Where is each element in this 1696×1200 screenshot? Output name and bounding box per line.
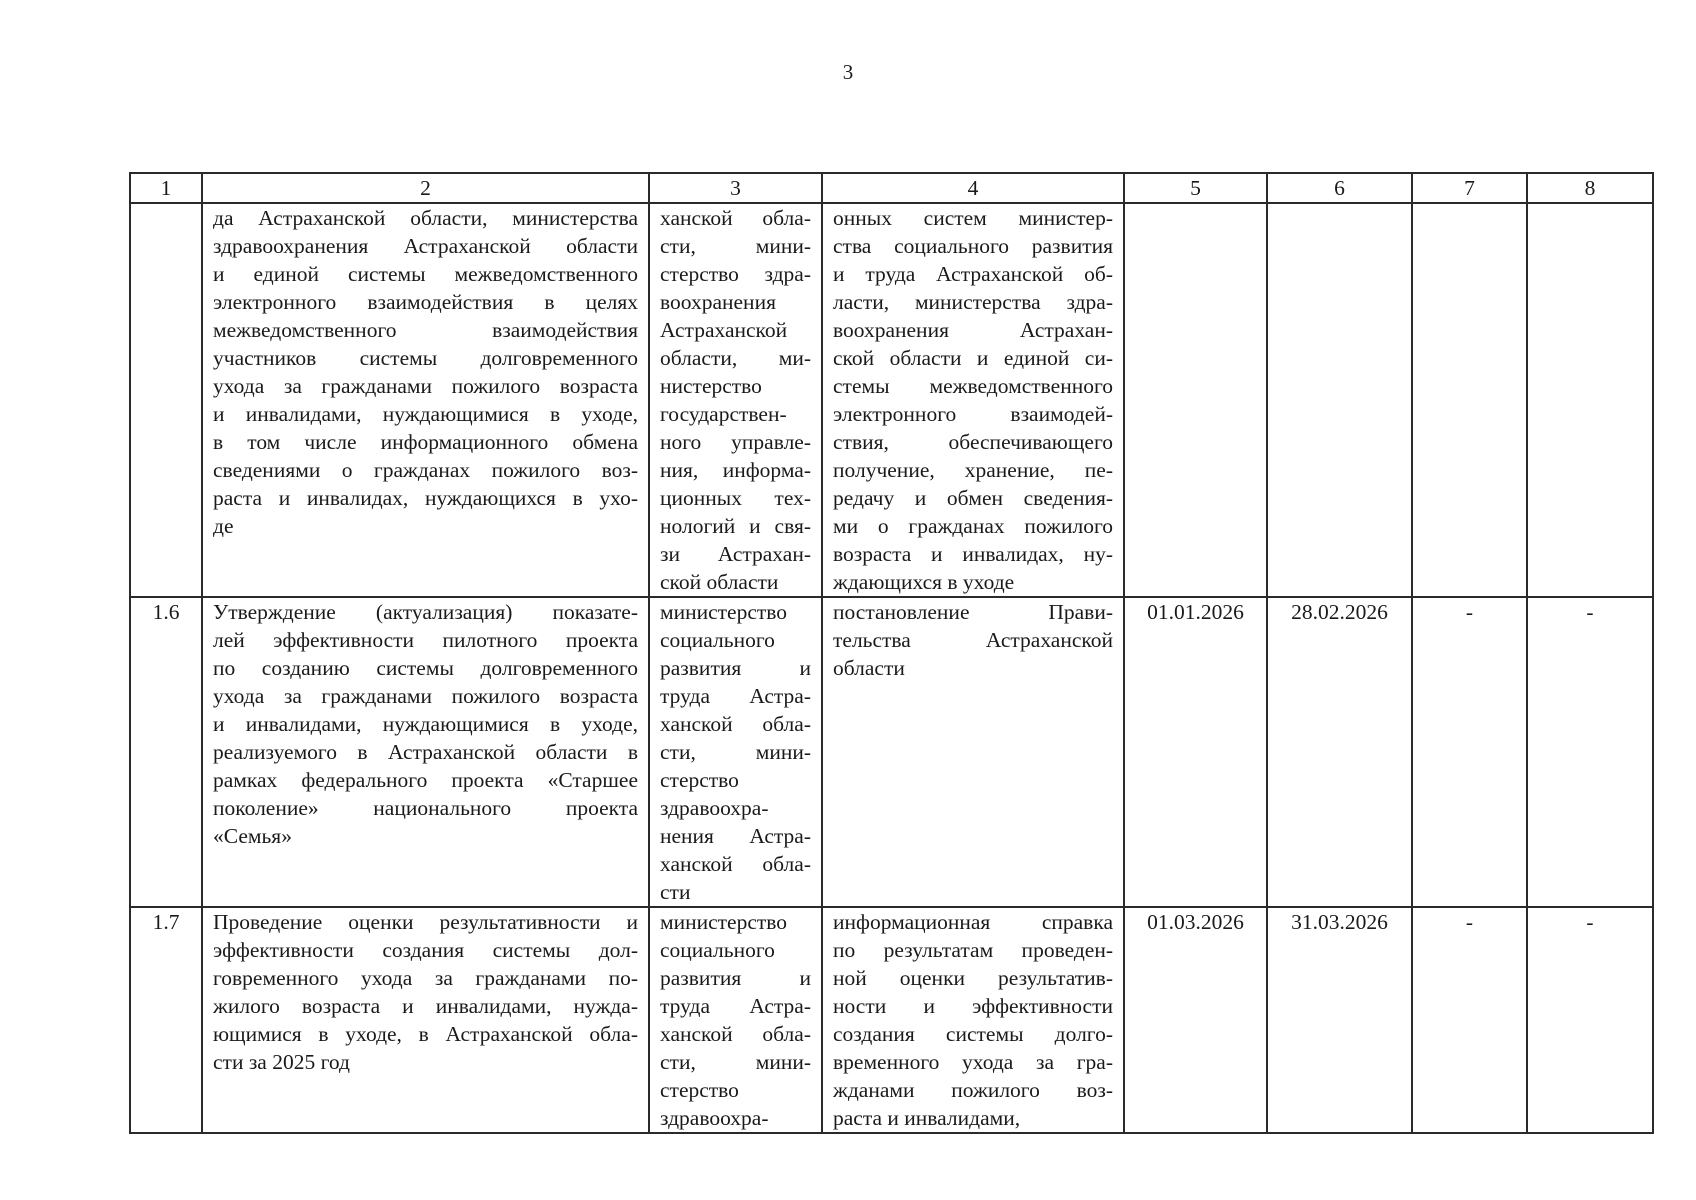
column-header: 2: [202, 173, 649, 203]
text-line: ухода за гражданами пожилого возраста: [213, 684, 638, 708]
row-number-cell: 1.7: [130, 907, 202, 1133]
text-line: ханской обла-: [660, 852, 811, 876]
text-line: нологий и свя-: [660, 514, 811, 538]
text-line: стерство здра-: [660, 262, 811, 286]
text-line: сти за 2025 год: [213, 1050, 350, 1074]
responsible-cell: [649, 907, 822, 1133]
column-header: 4: [822, 173, 1124, 203]
text-line: министерство: [660, 600, 788, 624]
text-line: реализуемого в Астраханской области в: [213, 740, 638, 764]
table-row: [130, 597, 1653, 907]
description-cell: [202, 907, 649, 1133]
text-line: социального: [660, 628, 775, 652]
text-line: и инвалидами, нуждающимися в уходе,: [213, 712, 638, 736]
row-number-cell: [130, 203, 202, 597]
text-line: социального: [660, 938, 775, 962]
text-line: да Астраханской области, министерства: [213, 206, 638, 230]
text-line: ской области: [660, 570, 779, 594]
text-line: электронного взаимодействия в целях: [213, 290, 638, 314]
table-row: [130, 907, 1653, 1133]
description-cell: [202, 203, 649, 597]
column-7-cell: -: [1412, 907, 1527, 1133]
text-line: ства социального развития: [833, 234, 1113, 258]
measures-table: [129, 172, 1654, 1134]
text-line: постановление Прави-: [833, 600, 1113, 624]
text-line: ми о гражданах пожилого: [833, 514, 1113, 538]
text-line: жданами пожилого воз-: [833, 1078, 1113, 1102]
text-line: развития и: [660, 656, 811, 680]
text-line: участников системы долговременного: [213, 346, 638, 370]
end-date-cell: 31.03.2026: [1267, 907, 1412, 1133]
description-cell: [202, 597, 649, 907]
text-line: ционных тех-: [660, 486, 811, 510]
start-date-cell: 01.01.2026: [1124, 597, 1267, 907]
text-line: ния, информа-: [660, 458, 811, 482]
text-line: стерство: [660, 1078, 739, 1102]
text-line: воохранения Астрахан-: [833, 318, 1113, 342]
text-line: нения Астра-: [660, 824, 811, 848]
text-line: и труда Астраханской об-: [833, 262, 1113, 286]
text-line: временного ухода за гра-: [833, 1050, 1113, 1074]
text-line: тельства Астраханской: [833, 628, 1113, 652]
text-line: области: [833, 656, 905, 680]
responsible-cell: [649, 597, 822, 907]
text-line: ного управле-: [660, 430, 811, 454]
text-line: ской области и единой си-: [833, 346, 1113, 370]
text-line: говременного ухода за гражданами по-: [213, 966, 638, 990]
text-line: «Семья»: [213, 824, 292, 848]
text-line: рамках федерального проекта «Старшее: [213, 768, 638, 792]
text-line: Утверждение (актуализация) показате-: [213, 600, 638, 624]
text-line: межведомственного взаимодействия: [213, 318, 638, 342]
text-line: сти: [660, 880, 691, 904]
column-header: 3: [649, 173, 822, 203]
text-line: получение, хранение, пе-: [833, 458, 1113, 482]
text-line: ждающихся в уходе: [833, 570, 1015, 594]
text-line: стерство: [660, 768, 739, 792]
text-line: по созданию системы долговременного: [213, 656, 638, 680]
text-line: информационная справка: [833, 910, 1113, 934]
text-line: нистерство: [660, 374, 762, 398]
column-8-cell: -: [1527, 907, 1653, 1133]
text-line: ющимися в уходе, в Астраханской обла-: [213, 1022, 638, 1046]
text-line: стемы межведомственного: [833, 374, 1113, 398]
text-line: раста и инвалидах, нуждающихся в ухо-: [213, 486, 638, 510]
text-line: сти, мини-: [660, 234, 811, 258]
text-line: области, ми-: [660, 346, 811, 370]
text-line: электронного взаимодей-: [833, 402, 1113, 426]
result-cell: [822, 203, 1124, 597]
text-line: сведениями о гражданах пожилого воз-: [213, 458, 638, 482]
end-date-cell: 28.02.2026: [1267, 597, 1412, 907]
text-line: онных систем министер-: [833, 206, 1113, 230]
end-date-cell: [1267, 203, 1412, 597]
text-line: в том числе информационного обмена: [213, 430, 638, 454]
text-line: сти, мини-: [660, 1050, 811, 1074]
result-cell: [822, 597, 1124, 907]
row-number-cell: 1.6: [130, 597, 202, 907]
text-line: раста и инвалидами,: [833, 1106, 1021, 1130]
column-header: 5: [1124, 173, 1267, 203]
table-header-row: [130, 173, 1653, 203]
text-line: лей эффективности пилотного проекта: [213, 628, 638, 652]
text-line: возраста и инвалидах, ну-: [833, 542, 1113, 566]
column-7-cell: [1412, 203, 1527, 597]
text-line: развития и: [660, 966, 811, 990]
text-line: де: [213, 514, 234, 538]
text-line: труда Астра-: [660, 994, 811, 1018]
page-number: 3: [842, 60, 854, 84]
text-line: ной оценки результатив-: [833, 966, 1113, 990]
text-line: по результатам проведен-: [833, 938, 1113, 962]
start-date-cell: [1124, 203, 1267, 597]
text-line: ханской обла-: [660, 712, 811, 736]
text-line: здравоохра-: [660, 796, 769, 820]
text-line: и инвалидами, нуждающимися в уходе,: [213, 402, 638, 426]
text-line: эффективности создания системы дол-: [213, 938, 638, 962]
column-8-cell: [1527, 203, 1653, 597]
text-line: здравоохранения Астраханской области: [213, 234, 638, 258]
text-line: ухода за гражданами пожилого возраста: [213, 374, 638, 398]
text-line: жилого возраста и инвалидами, нужда-: [213, 994, 638, 1018]
text-line: здравоохра-: [660, 1106, 769, 1130]
column-header: 7: [1412, 173, 1527, 203]
text-line: воохранения: [660, 290, 776, 314]
column-header: 8: [1527, 173, 1653, 203]
text-line: создания системы долго-: [833, 1022, 1113, 1046]
text-line: зи Астрахан-: [660, 542, 811, 566]
text-line: ханской обла-: [660, 206, 811, 230]
column-header: 1: [130, 173, 202, 203]
text-line: ности и эффективности: [833, 994, 1113, 1018]
text-line: ласти, министерства здра-: [833, 290, 1113, 314]
text-line: редачу и обмен сведения-: [833, 486, 1113, 510]
text-line: ханской обла-: [660, 1022, 811, 1046]
responsible-cell: [649, 203, 822, 597]
table-body: [130, 203, 1653, 1133]
result-cell: [822, 907, 1124, 1133]
text-line: министерство: [660, 910, 788, 934]
text-line: ствия, обеспечивающего: [833, 430, 1113, 454]
column-header: 6: [1267, 173, 1412, 203]
text-line: Астраханской: [660, 318, 788, 342]
text-line: сти, мини-: [660, 740, 811, 764]
column-8-cell: -: [1527, 597, 1653, 907]
column-7-cell: -: [1412, 597, 1527, 907]
text-line: Проведение оценки результативности и: [213, 910, 638, 934]
table-row: [130, 203, 1653, 597]
text-line: поколение» национального проекта: [213, 796, 638, 820]
text-line: труда Астра-: [660, 684, 811, 708]
start-date-cell: 01.03.2026: [1124, 907, 1267, 1133]
text-line: государствен-: [660, 402, 787, 426]
text-line: и единой системы межведомственного: [213, 262, 638, 286]
